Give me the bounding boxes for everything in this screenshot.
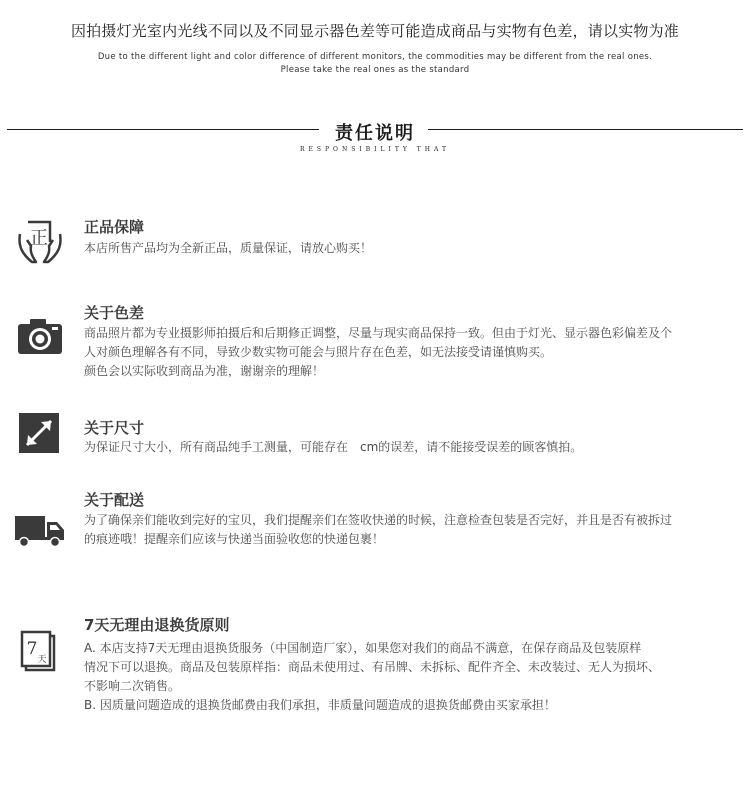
genuine-icon-char: 正 [30, 228, 48, 249]
item-title-delivery: 关于配送 [84, 491, 145, 509]
seven-day-calendar-icon [14, 626, 66, 678]
delivery-truck-icon [14, 508, 66, 560]
item-title-size: 关于尺寸 [84, 419, 145, 437]
item-body-color-difference: 商品照片都为专业摄影师拍摄后和后期修正调整，尽量与现实商品保持一致。但由于灯光、显示器色彩偏差及个 人对颜色理解各有不同，导致少数实物可能会与照片存在色差，如无法接受请谨慎购买。 颜色会以实际收到商品为准，谢谢亲的理解！ [84, 326, 673, 378]
item-title-return-policy: 7天无理由退换货原则 [84, 616, 230, 634]
item-title-color-difference: 关于色差 [84, 304, 145, 322]
item-title-genuine: 正品保障 [84, 218, 145, 236]
item-body-genuine: 本店所售产品均为全新正品，质量保证，请放心购买！ [84, 241, 373, 255]
item-body-delivery: 为了确保亲们能收到完好的宝贝，我们提醒亲们在签收快递的时候，注意检查包装是否完好，并且是否有被拆过 的痕迹哦！提醒亲们应该与快递当面验收您的快递包裹！ [84, 513, 673, 546]
resize-arrow-icon [14, 410, 66, 462]
section-title: 责任说明 [335, 123, 415, 144]
calendar-number: 7 [26, 639, 38, 659]
camera-icon [14, 314, 66, 366]
calendar-day-char: 天 [37, 655, 47, 665]
item-body-size: 为保证尺寸大小，所有商品纯手工测量，可能存在 cm的误差，请不能接受误差的顾客慎拍。 [84, 440, 583, 454]
color-difference-notice-en-line-2: Please take the real ones as the standard [280, 65, 470, 75]
genuine-hands-icon [14, 216, 66, 268]
color-difference-notice: 因拍摄灯光室内光线不同以及不同显示器色差等可能造成商品与实物有色差，请以实物为准 [70, 22, 679, 40]
item-body-return-policy: A. 本店支持7天无理由退换货服务（中国制造厂家），如果您对我们的商品不满意，在保存商品及包装原样 情况下可以退换。商品及包装原样指：商品未使用过、有吊牌、未拆标、配件齐全、未改装过、无人为损坏、 不影响二次销售。 B. 因质量问题造成的退换货邮费由我们承担，非质量问题造成的退换货邮费由买家承担！ [84, 641, 661, 712]
color-difference-notice-en-line-1: Due to the different light and color difference of different monitors, the commodities may be different from the real ones. [97, 52, 653, 62]
section-subtitle: RESPONSIBILITY THAT [300, 146, 450, 153]
